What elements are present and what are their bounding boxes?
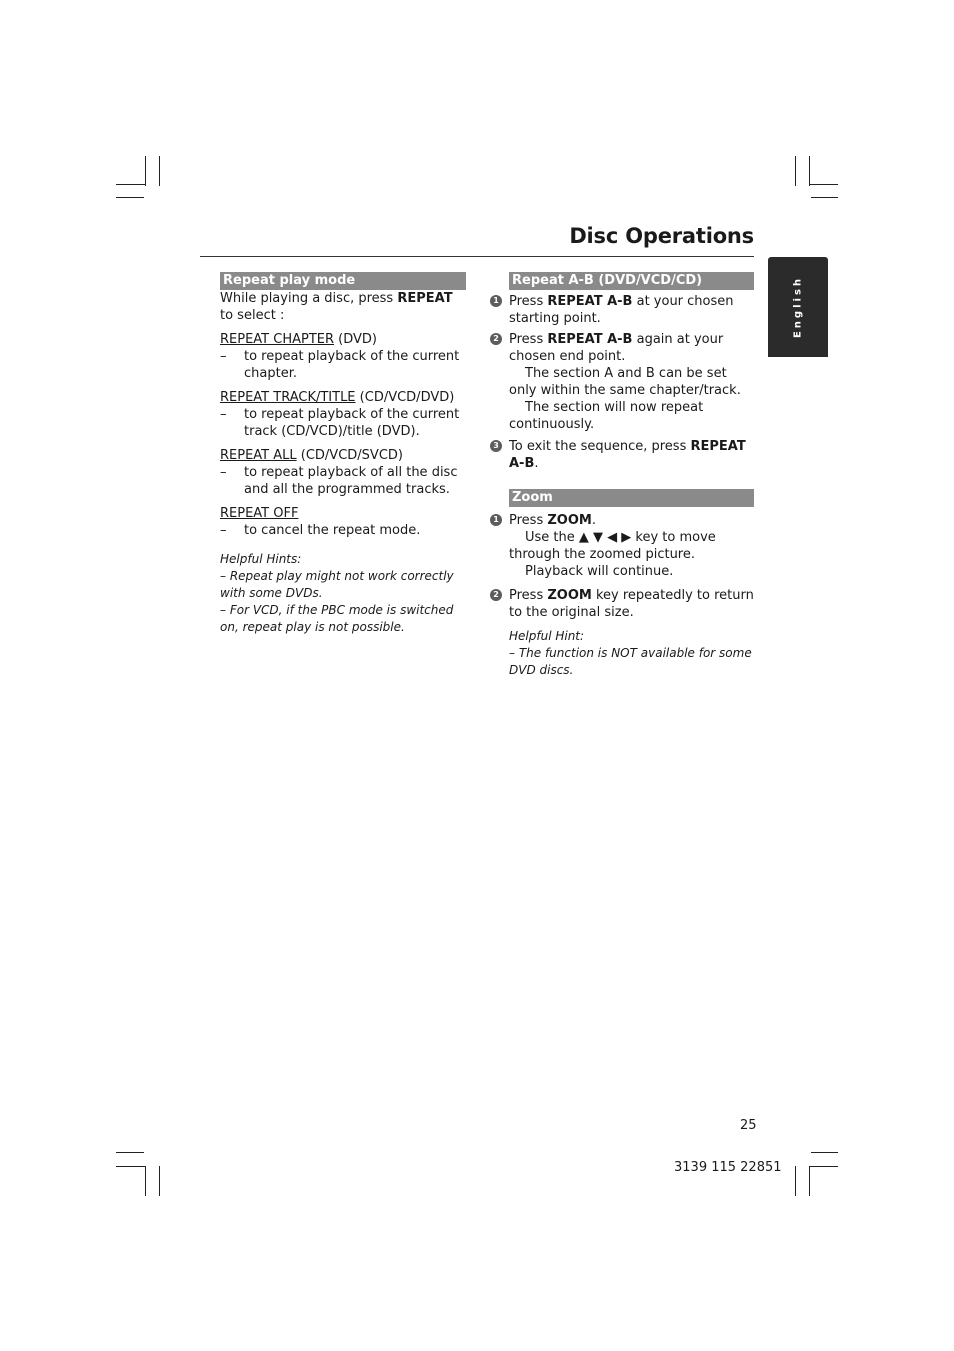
crop-mark	[809, 1166, 838, 1167]
crop-mark	[116, 1166, 146, 1167]
crop-mark	[116, 197, 144, 198]
step-number-icon: 3	[490, 440, 502, 452]
repeat-item-name: REPEAT ALL	[220, 448, 297, 463]
step-number-icon: 1	[490, 514, 502, 526]
crop-mark	[145, 1166, 146, 1196]
crop-mark	[795, 156, 796, 186]
crop-mark	[809, 184, 838, 185]
zoom-helpful-hint: Helpful Hint: – The function is NOT available for some DVD discs.	[509, 629, 752, 677]
crop-mark	[116, 184, 146, 185]
language-tab	[768, 257, 828, 357]
repeat-item-name: REPEAT TRACK/TITLE	[220, 390, 356, 405]
repeat-item: REPEAT CHAPTER (DVD) – to repeat playback of the current chapter.	[220, 332, 460, 381]
repeat-item-name: REPEAT CHAPTER	[220, 332, 335, 347]
repeat-item: REPEAT TRACK/TITLE (CD/VCD/DVD) – to repeat playback of the current track (CD/VCD)/title (DVD).	[220, 390, 460, 439]
crop-mark	[159, 1166, 160, 1196]
step-note: Playback will continue.	[525, 564, 674, 579]
step-number-icon: 2	[490, 589, 502, 601]
crop-mark	[145, 156, 146, 186]
zoom-step-1: 1 Press ZOOM.	[488, 512, 754, 529]
step-number-icon: 1	[490, 295, 502, 307]
step-number-icon: 2	[490, 333, 502, 345]
document-code: 3139 115 22851	[674, 1160, 782, 1175]
page-number: 25	[740, 1118, 757, 1133]
section-heading-repeat-ab: Repeat A-B (DVD/VCD/CD)	[509, 272, 754, 290]
helpful-hints: Helpful Hints: – Repeat play might not work correctly with some DVDs. – For VCD, if the PBC mode is switched on, repeat play is not possible.	[220, 552, 454, 634]
crop-mark	[809, 156, 810, 186]
crop-mark	[159, 156, 160, 186]
repeat-ab-section	[488, 272, 754, 679]
repeat-intro: While playing a disc, press REPEAT to select :	[220, 291, 453, 323]
repeat-play-section	[220, 272, 466, 636]
page-title: Disc Operations	[569, 224, 754, 248]
title-rule	[200, 256, 754, 257]
step-3: 3 To exit the sequence, press REPEAT A-B.	[488, 438, 754, 472]
zoom-step-2: 2 Press ZOOM key repeatedly to return to the original size.	[488, 587, 754, 621]
step-note: The section will now repeat continuously.	[509, 400, 704, 432]
crop-mark	[116, 1152, 144, 1153]
section-heading-zoom: Zoom	[509, 489, 754, 507]
crop-mark	[809, 1166, 810, 1196]
repeat-item-name: REPEAT OFF	[220, 506, 299, 521]
crop-mark	[795, 1166, 796, 1196]
repeat-item: REPEAT OFF – to cancel the repeat mode.	[220, 506, 421, 538]
step-2: 2 Press REPEAT A-B again at your chosen end point.	[488, 331, 754, 365]
repeat-item: REPEAT ALL (CD/VCD/SVCD) – to repeat playback of all the disc and all the programmed tracks.	[220, 448, 458, 497]
crop-mark	[811, 197, 838, 198]
step-note: Use the ▲ ▼ ◀ ▶ key to move through the zoomed picture.	[509, 530, 716, 562]
crop-mark	[811, 1152, 838, 1153]
language-tab-label: English	[792, 275, 804, 339]
section-heading-repeat: Repeat play mode	[220, 272, 466, 290]
step-note: The section A and B can be set only within the same chapter/track.	[509, 366, 741, 398]
step-1: 1 Press REPEAT A-B at your chosen starting point.	[488, 293, 754, 327]
